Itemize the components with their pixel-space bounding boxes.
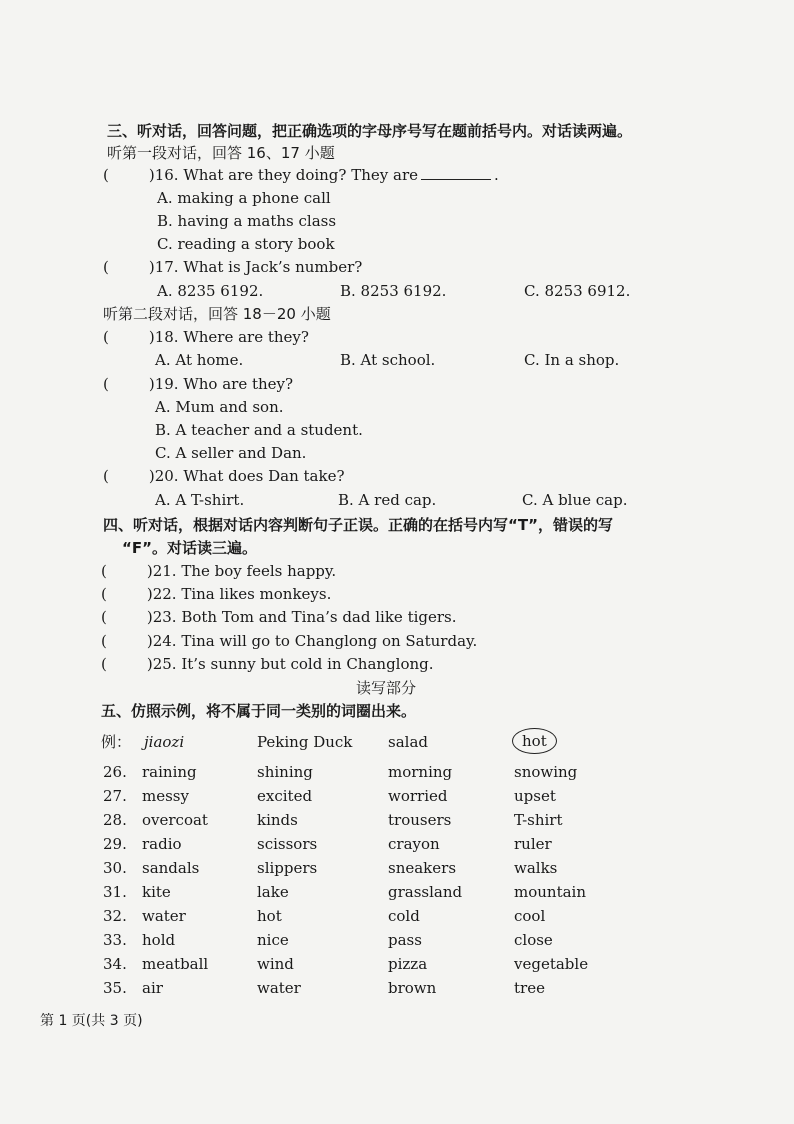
- word-option[interactable]: crayon: [388, 835, 440, 853]
- q17-option-c: C. 8253 6912.: [524, 282, 631, 300]
- q16-blank[interactable]: [421, 165, 491, 180]
- word-row-number: 33.: [103, 931, 127, 949]
- word-option[interactable]: kinds: [257, 811, 298, 829]
- word-option[interactable]: snowing: [514, 763, 578, 781]
- example-word-1: jiaozi: [144, 733, 185, 751]
- q16-period: .: [494, 166, 499, 184]
- q16-text: )16. What are they doing? They are: [148, 166, 418, 184]
- word-option[interactable]: pass: [388, 931, 422, 949]
- q17-option-a: A. 8235 6192.: [157, 282, 264, 300]
- section3-part2: 听第二段对话，回答 18－20 小题: [103, 305, 331, 323]
- word-option[interactable]: hold: [142, 931, 176, 949]
- answer-paren[interactable]: (: [103, 166, 109, 184]
- answer-paren[interactable]: (: [103, 328, 109, 346]
- word-option[interactable]: ruler: [514, 835, 552, 853]
- section3-part1: 听第一段对话，回答 16、17 小题: [107, 144, 335, 162]
- q17-option-b: B. 8253 6192.: [340, 282, 447, 300]
- word-option[interactable]: excited: [257, 787, 313, 805]
- q18-option-a: A. At home.: [155, 351, 244, 369]
- section4-title-line1: 四、听对话，根据对话内容判断句子正误。正确的在括号内写“T”，错误的写: [103, 516, 613, 534]
- q16-stem: [103, 165, 499, 185]
- section3-title: 三、听对话，回答问题，把正确选项的字母序号写在题前括号内。对话读两遍。: [107, 122, 633, 140]
- tf-item: [101, 654, 434, 674]
- word-option[interactable]: morning: [388, 763, 453, 781]
- tf-item-text: )21. The boy feels happy.: [146, 562, 337, 580]
- word-option[interactable]: hot: [257, 907, 282, 925]
- word-option[interactable]: messy: [142, 787, 189, 805]
- word-row-number: 29.: [103, 835, 127, 853]
- word-row-number: 34.: [103, 955, 127, 973]
- tf-item-text: )24. Tina will go to Changlong on Saturday.: [146, 632, 478, 650]
- word-option[interactable]: wind: [257, 955, 294, 973]
- word-row-number: 32.: [103, 907, 127, 925]
- tf-item: [101, 631, 477, 651]
- q19-option-c: C. A seller and Dan.: [155, 444, 307, 462]
- word-option[interactable]: trousers: [388, 811, 452, 829]
- q20-option-c: C. A blue cap.: [522, 491, 628, 509]
- word-option[interactable]: brown: [388, 979, 437, 997]
- q20-text: )20. What does Dan take?: [148, 467, 345, 485]
- word-option[interactable]: grassland: [388, 883, 463, 901]
- word-option[interactable]: mountain: [514, 883, 587, 901]
- answer-paren[interactable]: (: [101, 632, 107, 650]
- q20-stem: [103, 466, 345, 486]
- example-word-2: Peking Duck: [257, 733, 353, 751]
- word-option[interactable]: water: [142, 907, 186, 925]
- word-option[interactable]: vegetable: [514, 955, 589, 973]
- answer-paren[interactable]: (: [103, 467, 109, 485]
- page-footer: 第 1 页(共 3 页): [40, 1013, 143, 1029]
- word-option[interactable]: sneakers: [388, 859, 457, 877]
- example-word-4-circled: [512, 728, 557, 754]
- circled-word: hot: [512, 728, 557, 754]
- word-option[interactable]: close: [514, 931, 553, 949]
- q18-text: )18. Where are they?: [148, 328, 309, 346]
- word-option[interactable]: raining: [142, 763, 197, 781]
- word-option[interactable]: scissors: [257, 835, 318, 853]
- q19-option-b: B. A teacher and a student.: [155, 421, 363, 439]
- q16-option-a: A. making a phone call: [157, 189, 331, 207]
- word-option[interactable]: pizza: [388, 955, 428, 973]
- word-option[interactable]: meatball: [142, 955, 209, 973]
- q19-stem: [103, 374, 293, 394]
- answer-paren[interactable]: (: [103, 258, 109, 276]
- word-option[interactable]: nice: [257, 931, 289, 949]
- word-option[interactable]: worried: [388, 787, 448, 805]
- q19-option-a: A. Mum and son.: [155, 398, 284, 416]
- section4-title-line2: “F”。对话读三遍。: [122, 539, 257, 557]
- word-row-number: 26.: [103, 763, 127, 781]
- tf-item: [101, 584, 331, 604]
- answer-paren[interactable]: (: [103, 375, 109, 393]
- tf-item: [101, 561, 336, 581]
- example-word-3: salad: [388, 733, 428, 751]
- word-row-number: 31.: [103, 883, 127, 901]
- word-row-number: 35.: [103, 979, 127, 997]
- section5-title: 五、仿照示例，将不属于同一类别的词圈出来。: [101, 702, 417, 720]
- q18-option-b: B. At school.: [340, 351, 436, 369]
- q20-option-a: A. A T-shirt.: [155, 491, 245, 509]
- word-option[interactable]: walks: [514, 859, 558, 877]
- word-option[interactable]: overcoat: [142, 811, 208, 829]
- q17-stem: [103, 257, 362, 277]
- q16-option-c: C. reading a story book: [157, 235, 335, 253]
- word-option[interactable]: water: [257, 979, 301, 997]
- word-row-number: 30.: [103, 859, 127, 877]
- tf-item-text: )23. Both Tom and Tina’s dad like tigers.: [146, 608, 457, 626]
- answer-paren[interactable]: (: [101, 562, 107, 580]
- word-option[interactable]: kite: [142, 883, 171, 901]
- q16-option-b: B. having a maths class: [157, 212, 337, 230]
- word-option[interactable]: radio: [142, 835, 182, 853]
- q18-stem: [103, 327, 309, 347]
- word-option[interactable]: cool: [514, 907, 546, 925]
- reading-writing-header: 读写部分: [356, 679, 417, 697]
- word-option[interactable]: air: [142, 979, 163, 997]
- q20-option-b: B. A red cap.: [338, 491, 437, 509]
- word-option[interactable]: upset: [514, 787, 556, 805]
- word-option[interactable]: slippers: [257, 859, 318, 877]
- word-row-number: 27.: [103, 787, 127, 805]
- q17-text: )17. What is Jack’s number?: [148, 258, 363, 276]
- tf-item-text: )25. It’s sunny but cold in Changlong.: [146, 655, 434, 673]
- tf-item: [101, 607, 457, 627]
- word-option[interactable]: cold: [388, 907, 420, 925]
- word-option[interactable]: sandals: [142, 859, 200, 877]
- word-row-number: 28.: [103, 811, 127, 829]
- word-option[interactable]: T-shirt: [514, 811, 563, 829]
- answer-paren[interactable]: (: [101, 608, 107, 626]
- word-option[interactable]: tree: [514, 979, 545, 997]
- answer-paren[interactable]: (: [101, 585, 107, 603]
- word-option[interactable]: lake: [257, 883, 289, 901]
- q19-text: )19. Who are they?: [148, 375, 294, 393]
- example-label: 例：: [101, 733, 132, 751]
- tf-item-text: )22. Tina likes monkeys.: [146, 585, 332, 603]
- answer-paren[interactable]: (: [101, 655, 107, 673]
- word-option[interactable]: shining: [257, 763, 313, 781]
- q18-option-c: C. In a shop.: [524, 351, 620, 369]
